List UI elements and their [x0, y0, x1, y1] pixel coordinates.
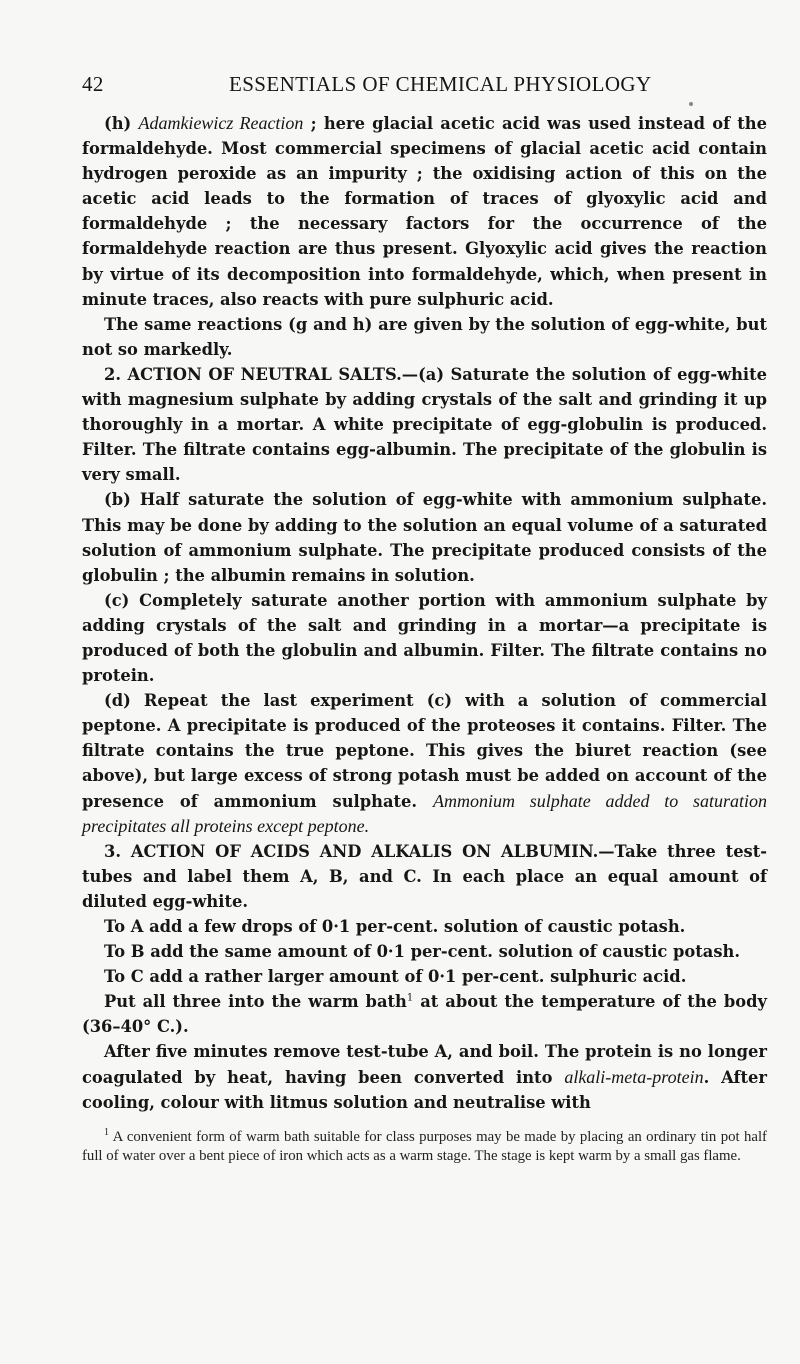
- italic-term: alkali-meta-protein: [564, 1066, 704, 1087]
- reaction-title: Adamkiewicz Reaction: [138, 113, 304, 133]
- paragraph-peptone: [82, 688, 767, 839]
- italic-rule: Ammonium sulphate added to saturation precipitates all proteins except peptone.: [82, 790, 767, 836]
- footnote-reference: 1: [406, 992, 414, 1004]
- paragraph-adamkiewicz: [82, 111, 767, 312]
- paragraph-text: (d) Repeat the last experiment (c) with a solution of commercial peptone. A precipitate is produced of the proteoses it contains. Filter. The filtrate contains the true peptone. This gives the biuret reaction (see above), but large excess of strong potash must be added on account of the presence of ammonium sulphate.: [82, 691, 767, 811]
- paragraph-text: Put all three into the warm bath: [104, 992, 407, 1012]
- footnote: [82, 1128, 767, 1166]
- body-text: [82, 111, 767, 1115]
- paragraph-complete-saturate: (c) Completely saturate another portion with ammonium sulphate by adding crystals of the salt and grinding in a mortar—a precipitate is produced of both the globulin and albumin. Filter. The filtrate contains no protein.: [82, 590, 767, 686]
- running-head: [82, 72, 767, 106]
- paragraph-text: After five minutes remove test-tube A, and boil. The protein is no longer coagulated by heat, having been converted into: [82, 1042, 767, 1087]
- paragraph-test-tube-c: To C add a rather larger amount of 0·1 per-cent. sulphuric acid.: [104, 967, 687, 987]
- paragraph-text: ; here glacial acetic acid was used instead of the formaldehyde. Most commercial specimens of glacial acetic acid contain hydrogen peroxide as an impurity ; the oxidising action of this on the acetic acid leads to the formation of traces of glyoxylic acid and formaldehyde ; the necessary factors for the occurrence of the formaldehyde reaction are thus present. Glyoxylic acid gives the reaction by virtue of its decomposition into formaldehyde, which, when present in minute traces, also reacts with pure sulphuric acid.: [82, 114, 768, 309]
- paragraph-text: . After cooling, colour with litmus solution and neutralise with: [82, 1067, 767, 1112]
- paragraph-egg-white-note: The same reactions (g and h) are given by the solution of egg-white, but not so markedly.: [82, 314, 767, 359]
- page-number: 42: [82, 72, 104, 96]
- paragraph-warm-bath: [82, 989, 767, 1039]
- paragraph-text: at about the temperature of the body (36–40° C.).: [82, 992, 767, 1037]
- running-head-title: ESSENTIALS OF CHEMICAL PHYSIOLOGY: [229, 72, 652, 96]
- paragraph-half-saturate: (b) Half saturate the solution of egg-white with ammonium sulphate. This may be done by adding to the solution an equal volume of a saturated solution of ammonium sulphate. The precipitate produced consists of the globulin ; the albumin remains in solution.: [82, 490, 767, 585]
- paragraph-acids-alkalis: 3. ACTION OF ACIDS AND ALKALIS ON ALBUMIN.—Take three test-tubes and label them A, B, and C. In each place an equal amount of diluted egg-white.: [82, 841, 767, 911]
- paragraph-neutral-salts: 2. ACTION OF NEUTRAL SALTS.—(a) Saturate the solution of egg-white with magnesium sulphate by adding crystals of the salt and grinding it up thoroughly in a mortar. A white precipitate of egg-globulin is produced. Filter. The filtrate contains egg-albumin. The precipitate of the globulin is very small.: [82, 364, 767, 485]
- paragraph-test-tube-a: To A add a few drops of 0·1 per-cent. solution of caustic potash.: [104, 917, 686, 936]
- paragraph-test-tube-b: To B add the same amount of 0·1 per-cent. solution of caustic potash.: [104, 942, 741, 962]
- paragraph-label: (h): [104, 114, 139, 133]
- paragraph-alkali-meta-protein: [82, 1039, 767, 1114]
- footnote-text: A convenient form of warm bath suitable for class purposes may be made by placing an ordinary tin pot half full of water over a bent piece of iron which acts as a warm stage. The stage is kept warm by a small gas flame.: [82, 1128, 767, 1164]
- book-page: [82, 72, 767, 1166]
- footnote-mark: 1: [104, 1126, 109, 1138]
